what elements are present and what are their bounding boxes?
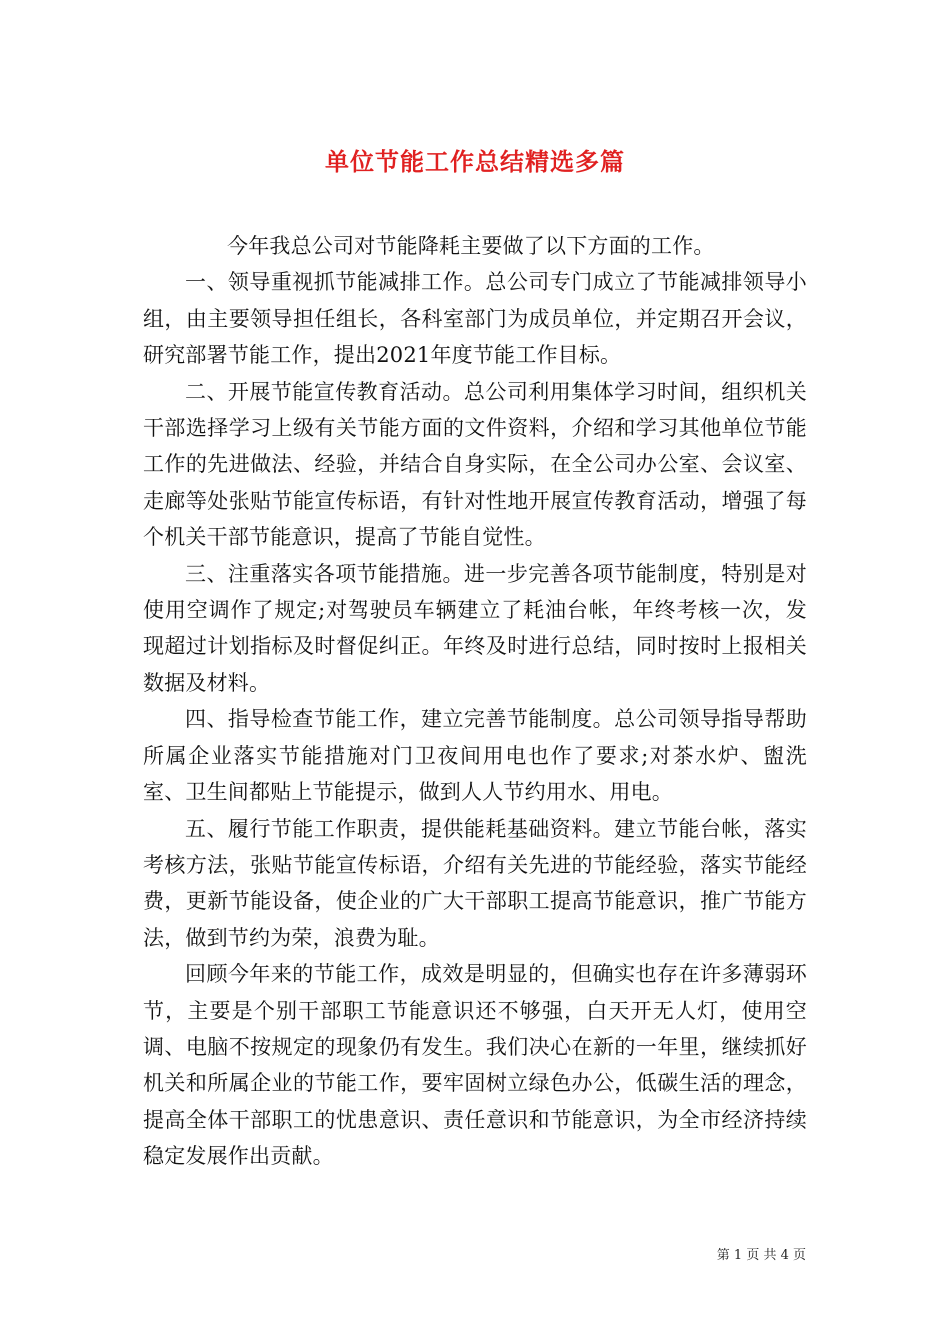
paragraph-3: 三、注重落实各项节能措施。进一步完善各项节能制度，特别是对使用空调作了规定;对驾驶员车辆建立了耗油台帐，年终考核一次，发现超过计划指标及时督促纠正。年终及时进行总结，同时按时上报相关数据及材料。 bbox=[143, 561, 807, 695]
paragraph-5: 五、履行节能工作职责，提供能耗基础资料。建立节能台帐，落实考核方法，张贴节能宣传标语，介绍有关先进的节能经验，落实节能经费，更新节能设备，使企业的广大干部职工提高节能意识，推广节能方法，做到节约为荣，浪费为耻。 bbox=[143, 816, 807, 950]
paragraph-2: 二、开展节能宣传教育活动。总公司利用集体学习时间，组织机关干部选择学习上级有关节能方面的文件资料，介绍和学习其他单位节能工作的先进做法、经验，并结合自身实际，在全公司办公室、会议室、走廊等处张贴节能宣传标语，有针对性地开展宣传教育活动，增强了每个机关干部节能意识，提高了节能自觉性。 bbox=[143, 379, 807, 550]
paragraph-conclusion: 回顾今年来的节能工作，成效是明显的，但确实也存在许多薄弱环节，主要是个别干部职工节能意识还不够强，白天开无人灯，使用空调、电脑不按规定的现象仍有发生。我们决心在新的一年里，继续抓好机关和所属企业的节能工作，要牢固树立绿色办公，低碳生活的理念，提高全体干部职工的忧患意识、责任意识和节能意识，为全市经济持续稳定发展作出贡献。 bbox=[143, 962, 807, 1169]
page-number-footer: 第 1 页 共 4 页 bbox=[716, 1248, 806, 1263]
paragraph-1: 一、领导重视抓节能减排工作。总公司专门成立了节能减排领导小组，由主要领导担任组长，各科室部门为成员单位，并定期召开会议，研究部署节能工作，提出2021年度节能工作目标。 bbox=[143, 270, 807, 368]
paragraph-intro: 今年我总公司对节能降耗主要做了以下方面的工作。 bbox=[227, 234, 715, 258]
page-title: 单位节能工作总结精选多篇 bbox=[325, 147, 625, 177]
paragraph-4: 四、指导检查节能工作，建立完善节能制度。总公司领导指导帮助所属企业落实节能措施对门卫夜间用电也作了要求;对茶水炉、盥洗室、卫生间都贴上节能提示，做到人人节约用水、用电。 bbox=[143, 707, 807, 805]
document-body bbox=[143, 228, 807, 1175]
